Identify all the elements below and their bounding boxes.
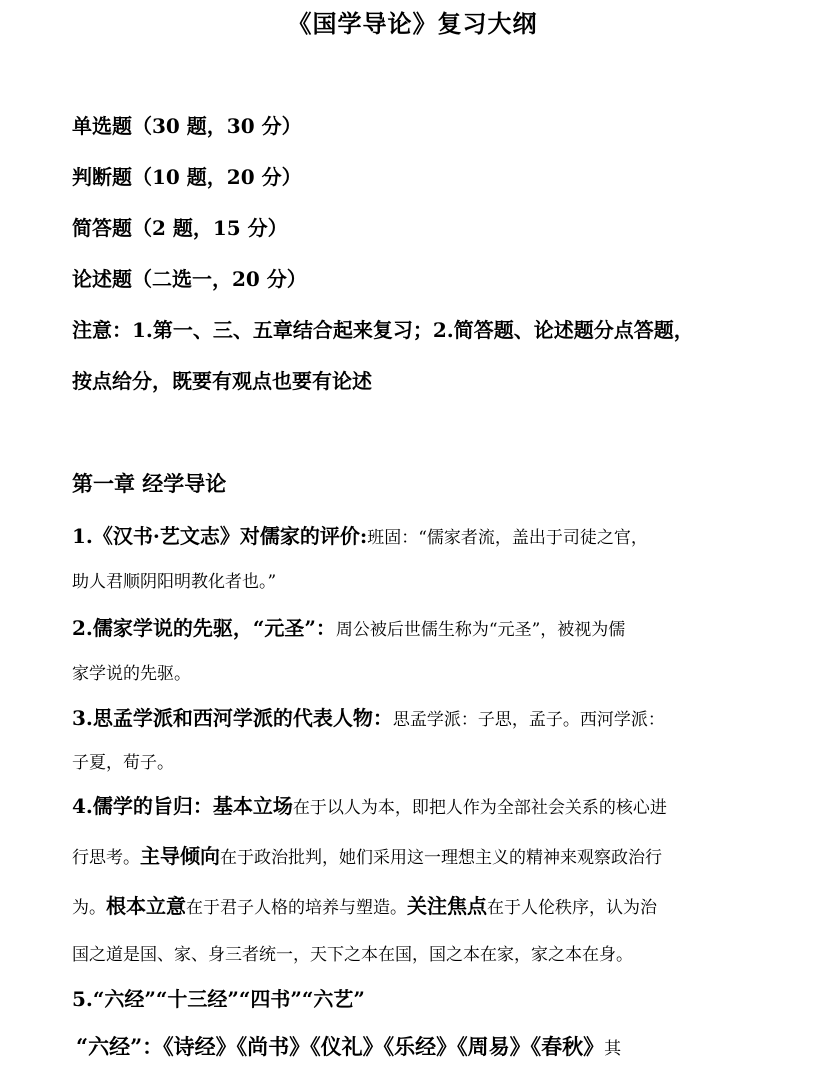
item-5-sub-text: 其 bbox=[604, 1039, 622, 1059]
item-1-line-2: 助人君顺阴阳明教化者也。” bbox=[72, 572, 277, 592]
item-1-text: 班固：“儒家者流，盖出于司徒之官， bbox=[367, 528, 648, 548]
exam-item-essay: 论述题（二选一，20 分） bbox=[72, 267, 307, 291]
item-3-text: 思孟学派：子思，孟子。西河学派： bbox=[392, 710, 665, 730]
item-3-line-1 bbox=[72, 702, 665, 731]
item-2-text: 周公被后世儒生称为“元圣”，被视为儒 bbox=[335, 620, 626, 640]
chapter-heading: 第一章 经学导论 bbox=[72, 471, 227, 496]
item-2-head: 2.儒家学说的先驱，“元圣”： bbox=[72, 616, 336, 640]
item-4-line-3 bbox=[72, 890, 657, 919]
item-4-l3-pre: 为。 bbox=[72, 898, 106, 918]
item-4-l2-text: 在于政治批判，她们采用这一理想主义的精神来观察政治行 bbox=[220, 848, 662, 868]
exam-item-true-false: 判断题（10 题，20 分） bbox=[72, 165, 302, 189]
item-4-l2-pre: 行思考。 bbox=[72, 848, 140, 868]
item-4-text-1: 在于以人为本，即把人作为全部社会关系的核心进 bbox=[292, 798, 667, 818]
exam-item-single-choice: 单选题（30 题，30 分） bbox=[72, 114, 302, 138]
item-5-sub-bold: “六经”：《诗经》《尚书》《仪礼》《乐经》《周易》《春秋》 bbox=[76, 1034, 605, 1059]
item-1-line-1 bbox=[72, 520, 648, 549]
item-5-line-2 bbox=[76, 1031, 621, 1061]
item-4-line-2 bbox=[72, 840, 662, 869]
item-4-l3-text-1: 在于君子人格的培养与塑造。 bbox=[186, 898, 407, 918]
item-4-l3-bold-1: 根本立意 bbox=[106, 894, 186, 918]
exam-item-short-answer: 简答题（2 题，15 分） bbox=[72, 216, 288, 240]
item-5-head: 5.“六经”“十三经”“四书”“六艺” bbox=[72, 987, 365, 1011]
item-3-line-2: 子夏，荀子。 bbox=[72, 753, 174, 773]
item-4-l3-bold-2: 关注焦点 bbox=[407, 894, 487, 918]
note-line-1: 注意：1.第一、三、五章结合起来复习；2.简答题、论述题分点答题， bbox=[72, 318, 694, 342]
item-4-l2-bold: 主导倾向 bbox=[140, 844, 220, 868]
note-line-2: 按点给分，既要有观点也要有论述 bbox=[72, 369, 372, 393]
item-4-l3-text-2: 在于人伦秩序，认为治 bbox=[487, 898, 657, 918]
item-4-line-1 bbox=[72, 790, 667, 819]
item-4-line-4: 国之道是国、家、身三者统一，天下之本在国，国之本在家，家之本在身。 bbox=[72, 945, 633, 965]
item-4-head: 4.儒学的旨归：基本立场 bbox=[72, 794, 293, 818]
document-title: 《国学导论》复习大纲 bbox=[287, 9, 538, 38]
item-2-line-2: 家学说的先驱。 bbox=[72, 664, 191, 684]
item-1-head: 1.《汉书·艺文志》对儒家的评价: bbox=[72, 524, 368, 548]
item-2-line-1 bbox=[72, 612, 625, 641]
item-3-head: 3.思孟学派和西河学派的代表人物： bbox=[72, 706, 393, 730]
